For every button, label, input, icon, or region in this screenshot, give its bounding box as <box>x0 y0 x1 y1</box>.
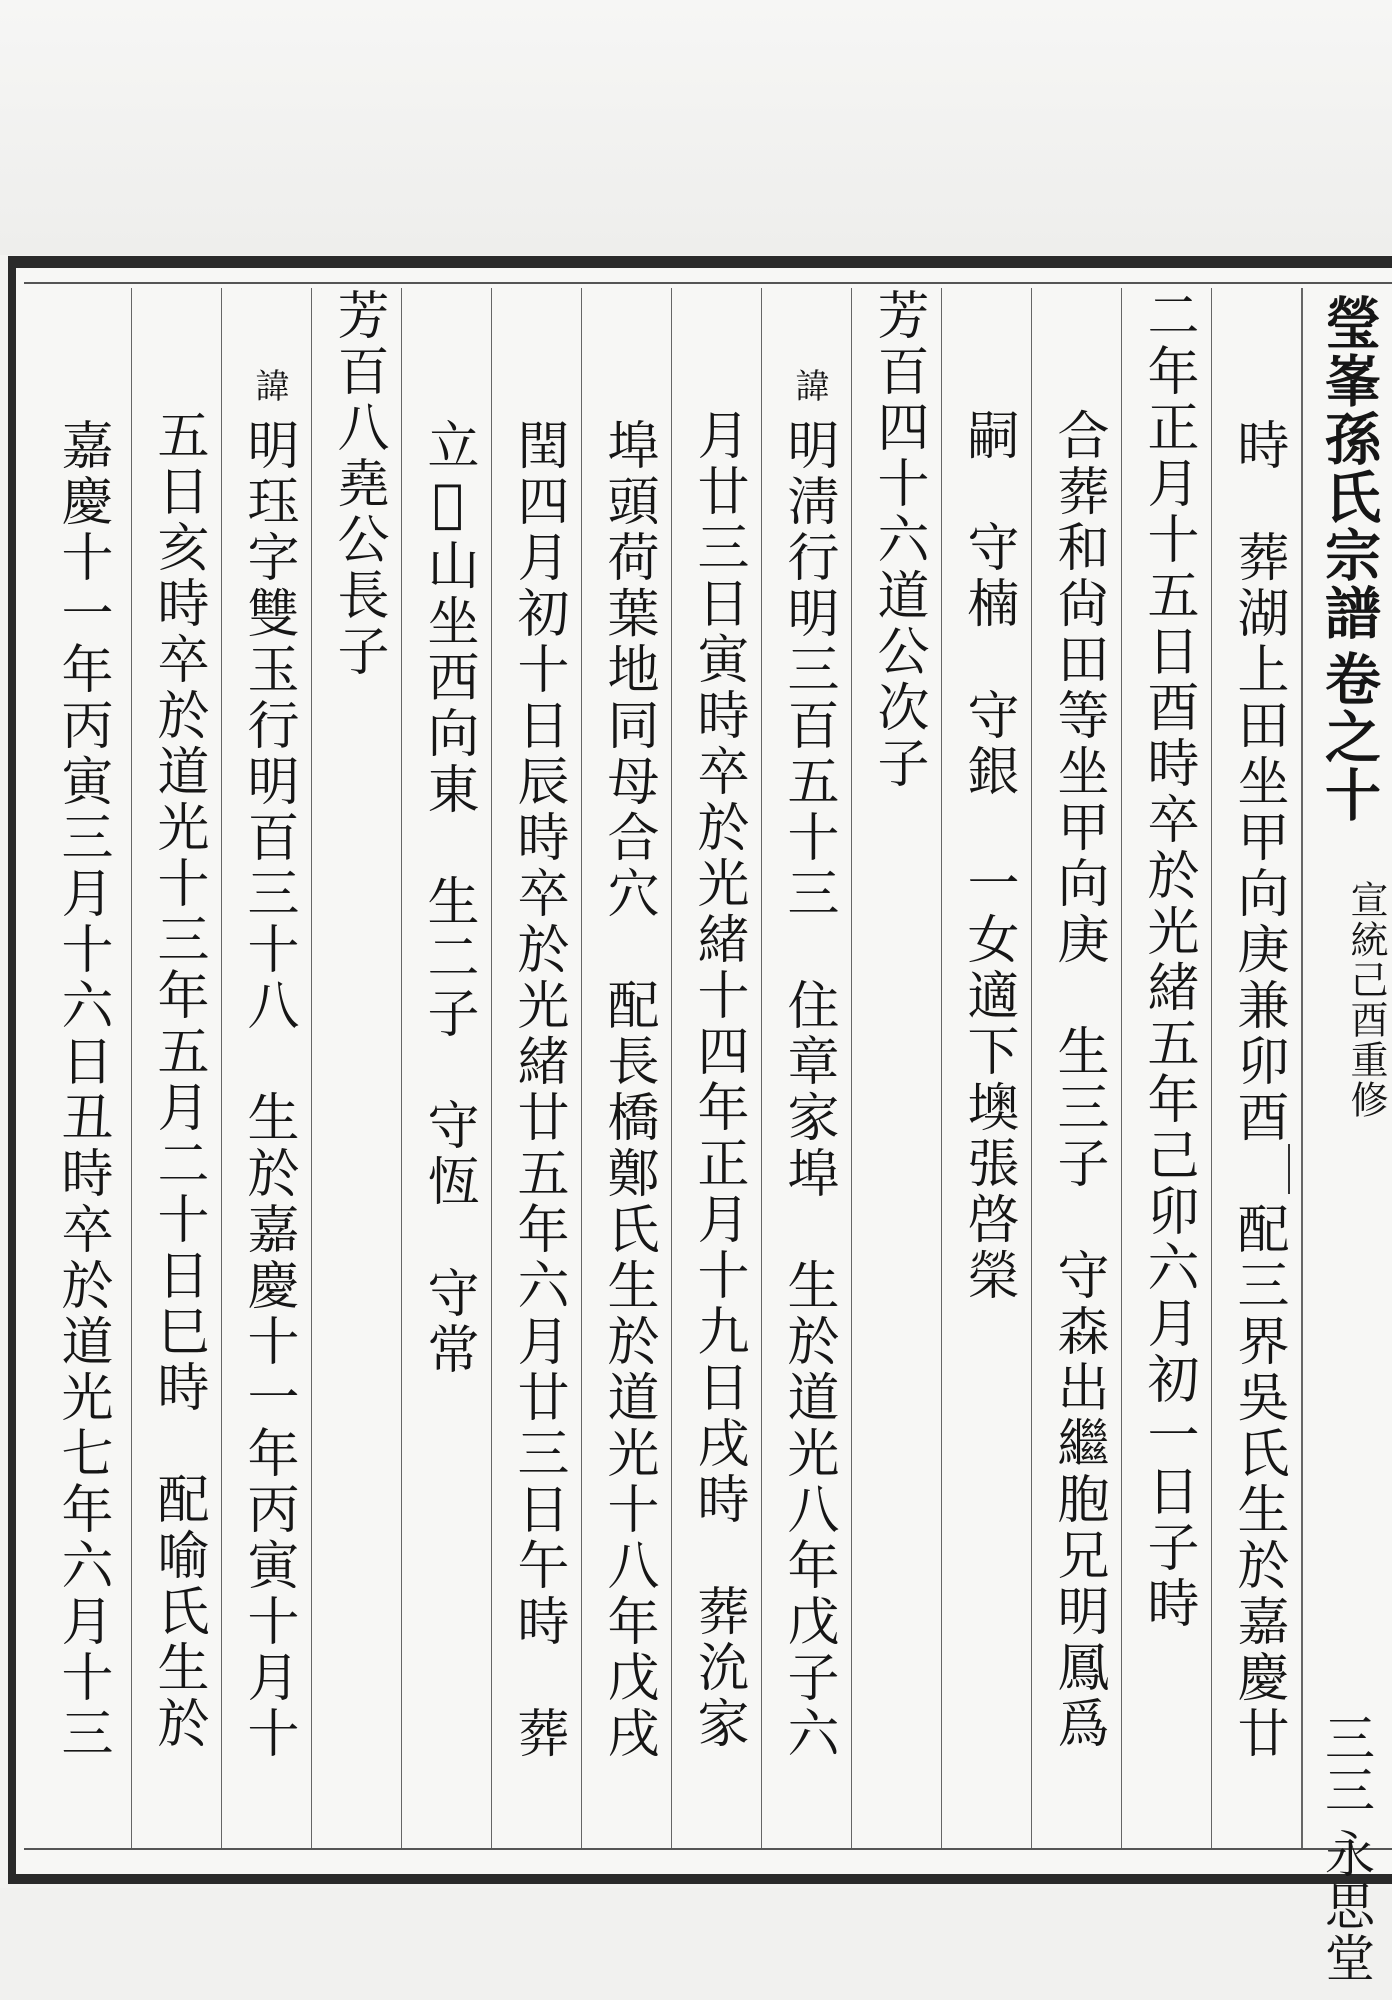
text-column-3 <box>1032 288 1122 1848</box>
page-number: 三三 <box>1317 1712 1375 1816</box>
column-note: 諱 <box>249 368 289 404</box>
column-text: 明淸行明三百五十三 住章家埠 生於道光八年戊子六 <box>778 418 838 1762</box>
column-text: 芳百四十六道公次子 <box>868 288 928 792</box>
text-column-14 <box>30 288 132 1848</box>
frame-inner-rule-bottom <box>24 1848 1392 1850</box>
header-column <box>1302 288 1392 1984</box>
text-column-10 <box>402 288 492 1848</box>
text-column-13 <box>132 288 222 1848</box>
column-text: 埠頭荷葉地同母合穴 配長橋鄭氏生於道光十八年戊戌 <box>598 418 658 1762</box>
text-column-1 <box>1212 288 1302 1848</box>
column-text: 時 葬湖上田坐甲向庚兼卯酉 配三界吳氏生於嘉慶廿 <box>1228 418 1288 1762</box>
text-column-5 <box>852 288 942 1848</box>
text-column-9 <box>492 288 582 1848</box>
text-column-8 <box>582 288 672 1848</box>
column-text: 明珏字雙玉行明百三十八 生於嘉慶十一年丙寅十月十 <box>238 418 298 1762</box>
book-title: 瑩峯孫氏宗譜 <box>1316 294 1382 642</box>
text-column-12 <box>222 288 312 1848</box>
text-column-4 <box>942 288 1032 1848</box>
volume-label: 卷之十 <box>1316 650 1382 824</box>
column-text: 合葬和尙田等坐甲向庚 生三子 守森出繼胞兄明鳳爲 <box>1048 408 1108 1752</box>
edition-label: 宣統己酉重修 <box>1344 880 1388 1120</box>
page-bottom-margin <box>0 1888 1392 2000</box>
column-note: 諱 <box>789 368 829 404</box>
column-text: 二年正月十五日酉時卒於光緒五年己卯六月初一日子時 <box>1138 288 1198 1632</box>
text-column-6 <box>762 288 852 1848</box>
text-column-7 <box>672 288 762 1848</box>
column-text: 嘉慶十一年丙寅三月十六日丑時卒於道光七年六月十三 <box>52 418 112 1762</box>
column-text: 閏四月初十日辰時卒於光緒廿五年六月廿三日午時 葬 <box>508 418 568 1762</box>
column-text: 立𣗥山坐西向東 生二子 守恆 守常 <box>418 418 478 1378</box>
column-text: 嗣 守楠 守銀 一女適下墺張啓榮 <box>958 408 1018 1304</box>
column-text: 芳百八堯公長子 <box>328 288 388 680</box>
text-column-2 <box>1122 288 1212 1848</box>
column-text: 五日亥時卒於道光十三年五月二十日巳時 配喻氏生於 <box>148 408 208 1752</box>
column-text: 月廿三日寅時卒於光緒十四年正月十九日戌時 葬沇家 <box>688 408 748 1752</box>
hall-name: 永思堂 <box>1317 1828 1375 1984</box>
page-top-margin <box>0 0 1392 255</box>
frame-inner-rule-top <box>24 282 1392 284</box>
text-column-11 <box>312 288 402 1848</box>
